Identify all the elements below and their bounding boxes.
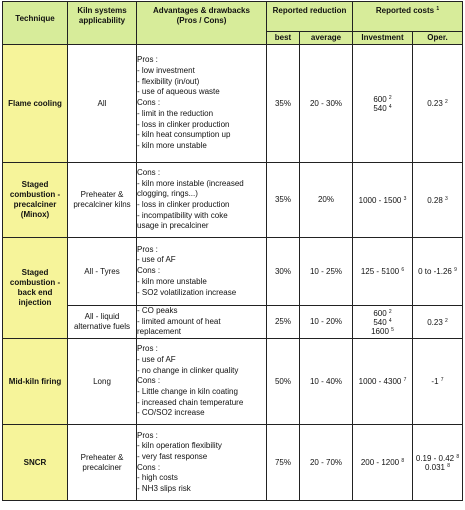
kiln-backend-tyres: All - Tyres [68,238,137,306]
header-best: best [267,32,300,45]
header-kiln-line-2: applicability [78,16,126,25]
investment-sncr: 200 - 1200 $^8$ [353,425,413,501]
average-backend-liquid: 10 - 20% [300,306,353,339]
table-row-staged-precalciner [3,163,463,238]
technique-sncr: SNCR [3,425,68,501]
kiln-mid-kiln: Long [68,339,137,425]
technique-staged-backend: Staged combustion - back end injection [3,238,68,339]
best-sncr: 75% [267,425,300,501]
advantages-flame-cooling: Pros : - low investment - flexibility (in/out) - use of aqueous waste Cons : - limit in the reduction - loss in clinker production - kiln heat consumption up - kiln more unstable [137,45,267,163]
table-row-mid-kiln [3,339,463,425]
investment-mid-kiln: 1000 - 4300 $^7$ [353,339,413,425]
technique-staged-precalciner: Staged combustion - precalciner (Minox) [3,163,68,238]
header-kiln-line-1: Kiln systems [77,6,127,15]
table-row-backend-liquid [3,306,463,339]
best-backend-liquid: 25% [267,306,300,339]
best-mid-kiln: 50% [267,339,300,425]
header-reported-reduction: Reported reduction [267,2,353,32]
average-staged-precalciner: 20% [300,163,353,238]
header-reported-costs: Reported costs $^1$ [353,2,463,32]
investment-flame-cooling: 600 $^2$ 540 $^4$ [353,45,413,163]
technique-flame-cooling: Flame cooling [3,45,68,163]
advantages-staged-precalciner: Cons : - kiln more instable (increased clogging, rings...) - loss in clinker production - incompatibility with coke usage in precalciner [137,163,267,238]
header-oper: Oper. [413,32,463,45]
header-average: average [300,32,353,45]
header-row [3,2,463,32]
oper-flame-cooling: 0.23 $^2$ [413,45,463,163]
best-backend-tyres: 30% [267,238,300,306]
average-flame-cooling: 20 - 30% [300,45,353,163]
header-costs-footnote: 1 [436,6,440,12]
best-staged-precalciner: 35% [267,163,300,238]
technique-mid-kiln: Mid-kiln firing [3,339,68,425]
average-mid-kiln: 10 - 40% [300,339,353,425]
header-advantages-line-1: Advantages & drawbacks [153,6,250,15]
table-row-flame-cooling [3,45,463,163]
oper-backend-liquid: 0.23 $^2$ [413,306,463,339]
header-technique: Technique [3,2,68,45]
advantages-sncr: Pros : - kiln operation flexibility - very fast response Cons : - high costs - NH3 slips risk [137,425,267,501]
header-advantages [137,2,267,45]
kiln-techniques-table [2,1,463,501]
oper-mid-kiln: -1 $^7$ [413,339,463,425]
header-investment: Investment [353,32,413,45]
table-row-sncr [3,425,463,501]
header-kiln-systems [68,2,137,45]
investment-backend-liquid: 600 $^2$ 540 $^4$ 1600 $^5$ [353,306,413,339]
kiln-backend-liquid: All - liquid alternative fuels [68,306,137,339]
investment-backend-tyres: 125 - 5100 $^6$ [353,238,413,306]
advantages-backend-tyres: Pros : - use of AF Cons : - kiln more unstable - SO2 volatilization increase [137,238,267,306]
advantages-backend-liquid: - CO peaks - limited amount of heat replacement [137,306,267,339]
oper-staged-precalciner: 0.28 $^3$ [413,163,463,238]
oper-sncr: 0.19 - 0.42 $^8$ 0.031 $^8$ [413,425,463,501]
average-sncr: 20 - 70% [300,425,353,501]
best-flame-cooling: 35% [267,45,300,163]
kiln-sncr: Preheater & precalciner [68,425,137,501]
investment-staged-precalciner: 1000 - 1500 $^3$ [353,163,413,238]
average-backend-tyres: 10 - 25% [300,238,353,306]
header-advantages-line-2: (Pros / Cons) [176,16,227,25]
oper-backend-tyres: 0 to -1.26 $^9$ [413,238,463,306]
table-container [2,1,463,501]
kiln-flame-cooling: All [68,45,137,163]
kiln-staged-precalciner: Preheater & precalciner kilns [68,163,137,238]
table-row-backend-tyres [3,238,463,306]
advantages-mid-kiln: Pros : - use of AF - no change in clinker quality Cons : - Little change in kiln coating - increased chain temperature - CO/SO2 increase [137,339,267,425]
